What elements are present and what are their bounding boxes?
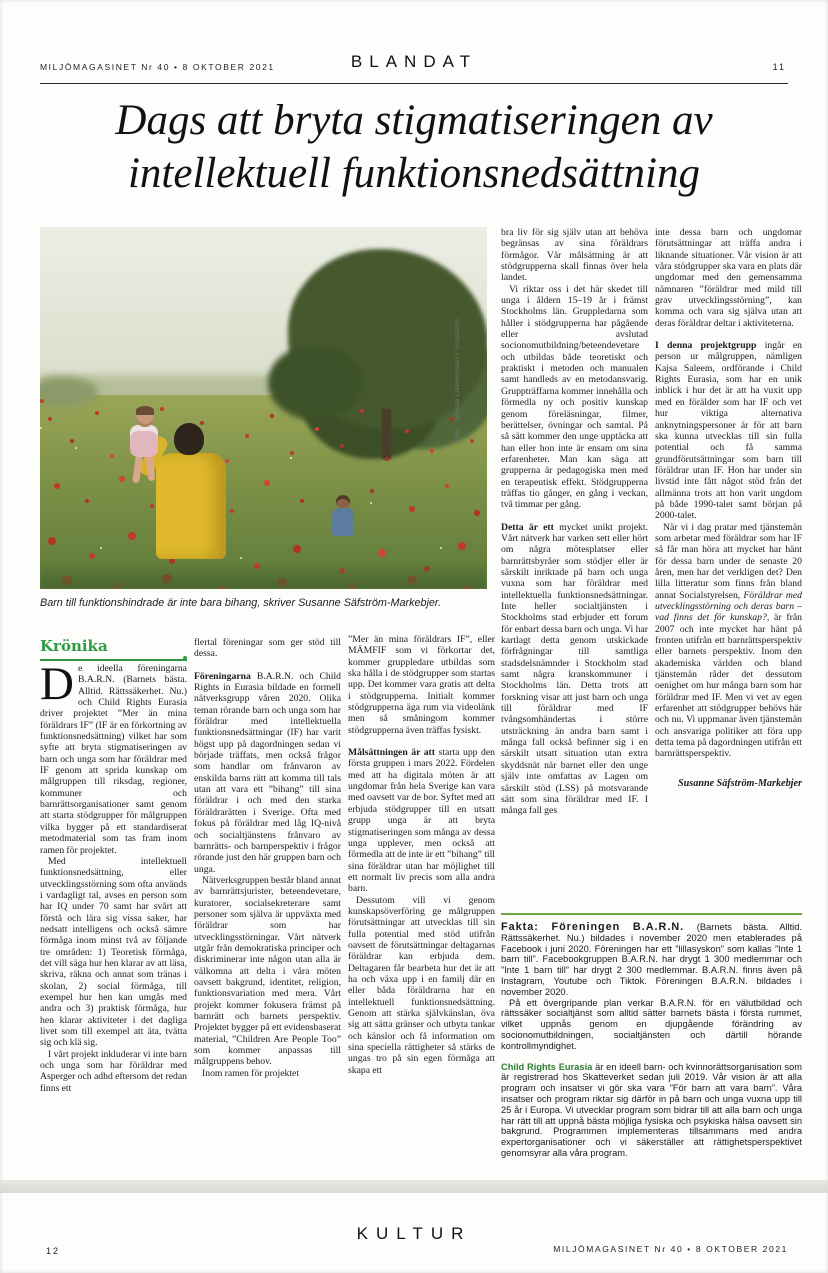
- footer-section: KULTUR: [356, 1224, 472, 1243]
- paragraph: När vi i dag pratar med tjänstemän som arbetar med föräldrar som har IF så får man höra att mycket har hänt för dessa barn under de senaste 20 åren, men har det verkligen det? Den lilla litteratur som finns från bland annat Socialstyrelsen, Föräldrar med utvecklingsstörning och deras barn – vad finns det för kunskap?, är från 2007 och inte mycket har hänt på fronten utifrån ett barnrättsperspektiv eller barnets perspektiv. Inom den akademiska världen och bland tjänstemän råder det dessutom oenighet om hur många barn som har föräldrar med IF. Men vi vet av egen erfarenhet att stödgrupper behövs här och nu. Vi uppmanar även tjänstemän och ansvariga politiker att föra upp detta tema på dagordningen utifrån ett barnrättsperspektiv.: [655, 521, 802, 760]
- photo-poppies: [40, 399, 44, 403]
- paragraph: Inom ramen för projektet: [202, 1067, 300, 1079]
- paragraph: Med intellektuell funktionsnedsättning, eller utvecklingsstörning som ofta används i vardagligt tal, avses en person som har IQ under 70 samt har svårt att förstå och lära sig vissa saker, har nedsatt intelligens och också sämre förmåga inom minst två av följande tre områden: 1) Teoretisk förmåga, det vill säga hur hen klarar av att läsa, skriva, räkna och annat som tränas i skolan, 2) social förmåga, till exempel hur hen kan umgås med andra och 3) praktisk förmåga, hur hen klarar aktiviteter i det dagliga livet som till exempel att äta, tvätta sig och klä sig.: [40, 855, 187, 1049]
- paragraph: inte dessa barn och ungdomar förutsättningar att träffa andra i liknande situationer. Vår vision är att våra stödgrupper ska vara en plats där ungdomar med den gemensamma nämnaren ”föräldrar med mild till grav utvecklingsstörning”, kan komma och vara sig själva utan att deras föräldrar deltar i aktiviteterna.: [655, 227, 802, 329]
- footer-issue: MILJÖMAGASINET Nr 40 • 8 OKTOBER 2021: [553, 1244, 788, 1254]
- photo-foreground-grass: [40, 563, 487, 589]
- photo-toddler-head: [336, 495, 350, 509]
- paragraph: Vi riktar oss i det här skedet till unga i åldern 15–19 år i främst Stockholms län. Gruppledarna som håller i stödgrupperna har pågående eller avslutad socionomutbildning/beteendevetare och utbildas både teoretiskt och praktiskt i metoden och manualen samt handleds av en metodansvarig. Gruppträffarna kommer innehålla och förmedla ny och positiv kunskap genom föreläsningar, filmer, berättelser, övningar och samtal. På så sätt kommer den unge upptäcka att han eller hon inte är ensam om sina erfarenheter. Man kan säga att grupperna är pedagogiska men med en terapeutisk effekt. Stödgrupperna träffas tio gånger, en gång i veckan, två timmar per gång.: [501, 283, 648, 511]
- photo-caption: Barn till funktionshindrade är inte bara bihang, skriver Susanne Säfström-Markebjer.: [40, 597, 442, 609]
- article-column-1: [40, 663, 187, 1157]
- photo-credit: Foto: Juliane Liebermann / Unsplash: [453, 318, 461, 443]
- kicker-kronika: Krönika: [40, 637, 108, 655]
- photo-tree-trunk: [382, 409, 391, 459]
- kronika-rule: [40, 659, 187, 661]
- article-headline: [0, 94, 828, 200]
- paragraph: De ideella föreningarna B.A.R.N. (Barnets bästa. Alltid. Rättssäkerhet. Nu.) och Child Rights Eurasia driver projektet ”Mer än mina föräldrars IF” (IF är en förkortning av funktionsnedsättning) vilket har som syfte att bryta stigmatiseringen av barn och unga som har föräldrar med IF genom att sprida kunskap om målgruppen till riksdag, regioner, kommuner och barnrättsorganisationer samt genom att starta stödgrupper för målgruppen vilka bygger på ett standardiserat metodmaterial som tas fram inom ramen för projektet.: [40, 663, 187, 856]
- headline-line-1: Dags att bryta stigmatiseringen av: [115, 97, 713, 144]
- scan-shadow-band: [0, 1180, 828, 1193]
- photo-child-on-shoulder: [130, 425, 158, 457]
- paragraph: Målsättningen är att starta upp den första gruppen i mars 2022. Fördelen med att ha digitala möten är att ungdomar från hela Sverige kan vara med oavsett var de bor. Syftet med att erbjuda stödgrupper till en utsatt grupp unga är att bryta stigmatiseringen som många av dessa unga upplever, men också att förmedla att de inte är ett ”bihang” till sina föräldrar utan har möjlighet till ett normalt liv precis som alla andra barn.: [348, 747, 495, 895]
- page-number-top: 11: [772, 62, 786, 72]
- paragraph: I vårt projekt inkluderar vi inte barn och unga som har föräldrar med Asperger och adhd eftersom det redan finns ett: [40, 1048, 187, 1094]
- paragraph: Dessutom vill vi genom kunskapsöverföring ge målgruppen förutsättningar att utvecklas till sin fulla potential med stöd utifrån oavsett de förutsättningar deltagarnas föräldrar kan erbjuda dem. Deltagaren får bearbeta hur det är att ha och växa upp i en familj där en eller båda föräldrarna har en intellektuell funktionsnedsättning. Genom att stärka självkänslan, öva sig att sätta gränser och utbyta tankar och känslor och få information om sina speciella rättigheter så stärks de ungas tro på sin egen förmåga att skapa ett: [348, 894, 495, 1076]
- photo-child-hair: [136, 406, 154, 415]
- photo-toddler: [332, 508, 354, 536]
- photo-daisies: [40, 427, 42, 429]
- photo-father-figure: [156, 453, 226, 559]
- headline-line-2: intellektuell funktionsnedsättning: [127, 150, 701, 197]
- paragraph: Nätverksgruppen består bland annat av barnrättsjurister, beteendevetare, kuratorer, socialsekreterare samt personer som själva är uppväxta med föräldrar som har utvecklingsstörningar. Vårt nätverk utgår från demokratiska principer och diskriminerar inte någon utan alla är välkomna att delta i våra möten oavsett bakgrund, identitet, religion, funktionsvariation med mera. Vårt projekt kommer fokusera främst på barnrätt och barnets perspektiv. Projektet bygger på ett evidensbaserat material, ”Children Are People Too” som kommer anpassas till målgruppens behov.: [194, 874, 341, 1068]
- paragraph: Child Rights Eurasia är en ideell barn- och kvinnorättsorganisation som är registrerad hos Skatteverket sedan juli 2019. Vår vision är att alla program och insatser vi gör ska vara ”För barn att vara barn”. Våra insatser och program riktar sig därför in på barn och unga vuxna upp till 25 år i Europa. Vi utvecklar program som bidrar till att alla barn och unga har rätt till att uppnå bästa möjliga fysiska och psykiska hälsa oavsett sin bakgrund. Programmen implementeras tillsammans med andra expertorganisationer och vi säkerställer att rättighetsperspektivet genomsyrar alla våra program.: [501, 1061, 802, 1158]
- page-number-bottom: 12: [46, 1246, 61, 1256]
- paragraph: ”Mer än mina föräldrars IF”, eller MÄMFIF som vi förkortar det, kommer gruppledare utbildas som ska hålla i de stödgrupper som startas upp. Det kommer vara gratis att delta i stödgrupperna. Initialt kommer stödgrupperna äga rum via videolänk men så småningom kommer stödgrupperna även träffas fysiskt.: [348, 634, 495, 736]
- paragraph: På ett övergripande plan verkar B.A.R.N. för en välutbildad och rättssäker socialtjänst som alltid sätter barnets bästa i första rummet, vilket uppnås genom en djupgående förändring av socionomutbildningen, socialtjänsten och därtill hörande kontrollmyndighet.: [501, 997, 802, 1051]
- drop-cap: D: [40, 663, 74, 710]
- article-column-4: [501, 227, 648, 911]
- article-column-2: [194, 637, 341, 1157]
- paragraph: Susanne Säfström-Markebjer: [677, 777, 802, 789]
- masthead-rule: [40, 83, 788, 84]
- masthead-section: BLANDAT: [350, 52, 478, 71]
- photo-father-head: [174, 423, 204, 455]
- photo-tree-lower: [268, 345, 363, 420]
- article-photo: [40, 227, 487, 589]
- article-column-5: [655, 227, 802, 909]
- paragraph: I denna projektgrupp ingår en person ur målgruppen, nämligen Kajsa Saleem, ordförande i Child Rights Eurasia, som har en unik inblick i hur det är att ha vuxit upp med en förälder som har IF och vet hur viktiga alternativa anknytningspersoner är för att barn ska kunna utvecklas till sin fulla potential och få samma grundförutsättningar som barn till föräldrar utan IF. Hon har under sin livstid inte fått något stöd från det allmänna trots att hon varit ungdom på både 1990-talet samt början på 2000-talet.: [655, 340, 802, 522]
- masthead-issue: MILJÖMAGASINET Nr 40 • 8 OKTOBER 2021: [40, 62, 275, 72]
- article-column-3: [348, 634, 495, 1157]
- paragraph: Fakta: Föreningen B.A.R.N. (Barnets bästa. Alltid. Rättssäkerhet. Nu.) bildades i november 2020 men etablerades på Facebook i juni 2020. Föreningen har ett ”lillasyskon” som kallas ”Inte 1 barn till”. Facebookgruppen B.A.R.N. har drygt 1 300 medlemmar och ”Inte 1 barn till” har drygt 2 300 medlemmar. B.A.R.N. finns även på Instagram, Youtube och Tiktok. Föreningen B.A.R.N. bildades i november 2020.: [501, 921, 802, 997]
- paragraph: flertal föreningar som ger stöd till dessa.: [194, 637, 341, 660]
- paragraph: Detta är ett mycket unikt projekt. Vårt nätverk har varken sett eller hört om några mötesplatser eller barnrättsbyråer som stödjer eller är särskilt inriktade på barn och unga vuxna som har föräldrar med intellektuella funktionsnedsättningar. Inte heller socialtjänsten i Stockholms stad erbjuder ett forum för enbart dessa barn och unga. Vi har kartlagt detta genom utskickade förfrågningar till samtliga stadsdelsnämnder i Stockholm stad samt några kranskommuner i Stockholms län. Detta trots att forskning visar att just barn och unga till föräldrar med IF tvångsomhändertas i större utsträckning än andra barn samt i många fall också befinner sig i en särskilt utsatt situation utan extra skyddsnät när barnet eller den unge själv inte omfattas av Lagen om särskilt stöd (LSS) på motsvarande sätt som sina föräldrar med IF. I många fall ges: [501, 521, 648, 817]
- paragraph: Föreningarna B.A.R.N. och Child Rights in Eurasia bildade en formell nätverksgrupp våren 2020. Olika teman rörande barn och unga som har föräldrar med intellektuella funktionsnedsättningar (IF) har varit högst upp på dagordningen sedan vi började träffats, men också frågor som handlar om frånvaron av enskilda barns rätt att komma till tals utan att vara ett ”bihang” till sina föräldrar i och med den starka föräldrarätten i Sverige. Ofta med fokus på föräldrar med låg IQ-nivå och socialtjänstens frånvaro av barnrätts- och barnperspektiv i frågor rörande just den här gruppen barn och unga.: [194, 670, 341, 875]
- fakta-box: [501, 913, 802, 1159]
- paragraph: bra liv för sig själv utan att behöva begränsas av sina föräldrars förmågor. Vår målsättning är att stödgrupperna skall finnas över hela landet.: [501, 227, 648, 284]
